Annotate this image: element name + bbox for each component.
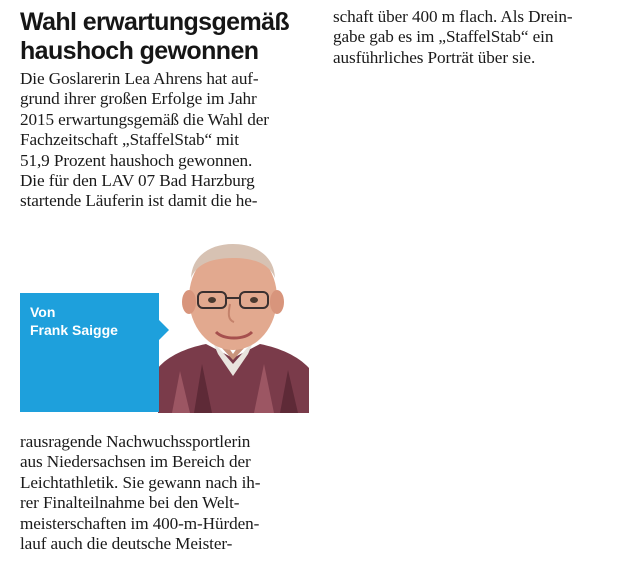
- article-headline: [20, 8, 320, 66]
- text-line: grund ihrer großen Erfolge im Jahr: [20, 89, 257, 109]
- text-line: 51,9 Prozent haushoch gewonnen.: [20, 150, 253, 170]
- text-line: meisterschaften im 400-m-Hürden-: [20, 513, 260, 533]
- text-line: startende Läuferin ist damit die he-: [20, 191, 258, 211]
- headline-line-1: Wahl erwartungsgemäß: [20, 8, 290, 36]
- text-line: gabe gab es im „StaffelStab“ ein: [333, 27, 554, 47]
- author-byline-box: [20, 293, 159, 412]
- author-byline: [30, 303, 118, 339]
- text-line: Die für den LAV 07 Bad Harzburg: [20, 171, 255, 191]
- body-text-right-column: [333, 7, 572, 68]
- text-line: rausragende Nachwuchssportlerin: [20, 432, 251, 451]
- text-line: aus Niedersachsen im Bereich der: [20, 452, 251, 472]
- text-line: Fachzeitschaft „StaffelStab“ mit: [20, 130, 239, 150]
- text-line: ausführliches Porträt über sie.: [333, 47, 536, 67]
- text-line: Die Goslarerin Lea Ahrens hat auf-: [20, 69, 259, 88]
- byline-pointer-arrow: [159, 320, 169, 340]
- author-portrait-photo: [158, 236, 309, 413]
- body-text-left-bottom: [20, 432, 260, 554]
- text-line: lauf auch die deutsche Meister-: [20, 534, 233, 554]
- text-line: schaft über 400 m flach. Als Drein-: [333, 7, 573, 26]
- body-text-left-top: [20, 69, 269, 212]
- author-name: Frank Saigge: [30, 322, 118, 338]
- text-line: 2015 erwartungsgemäß die Wahl der: [20, 109, 269, 129]
- text-line: rer Finalteilnahme bei den Welt-: [20, 493, 240, 513]
- byline-prefix: Von: [30, 304, 56, 320]
- headline-line-2: haushoch gewonnen: [20, 37, 259, 65]
- text-line: Leichtathletik. Sie gewann nach ih-: [20, 472, 261, 492]
